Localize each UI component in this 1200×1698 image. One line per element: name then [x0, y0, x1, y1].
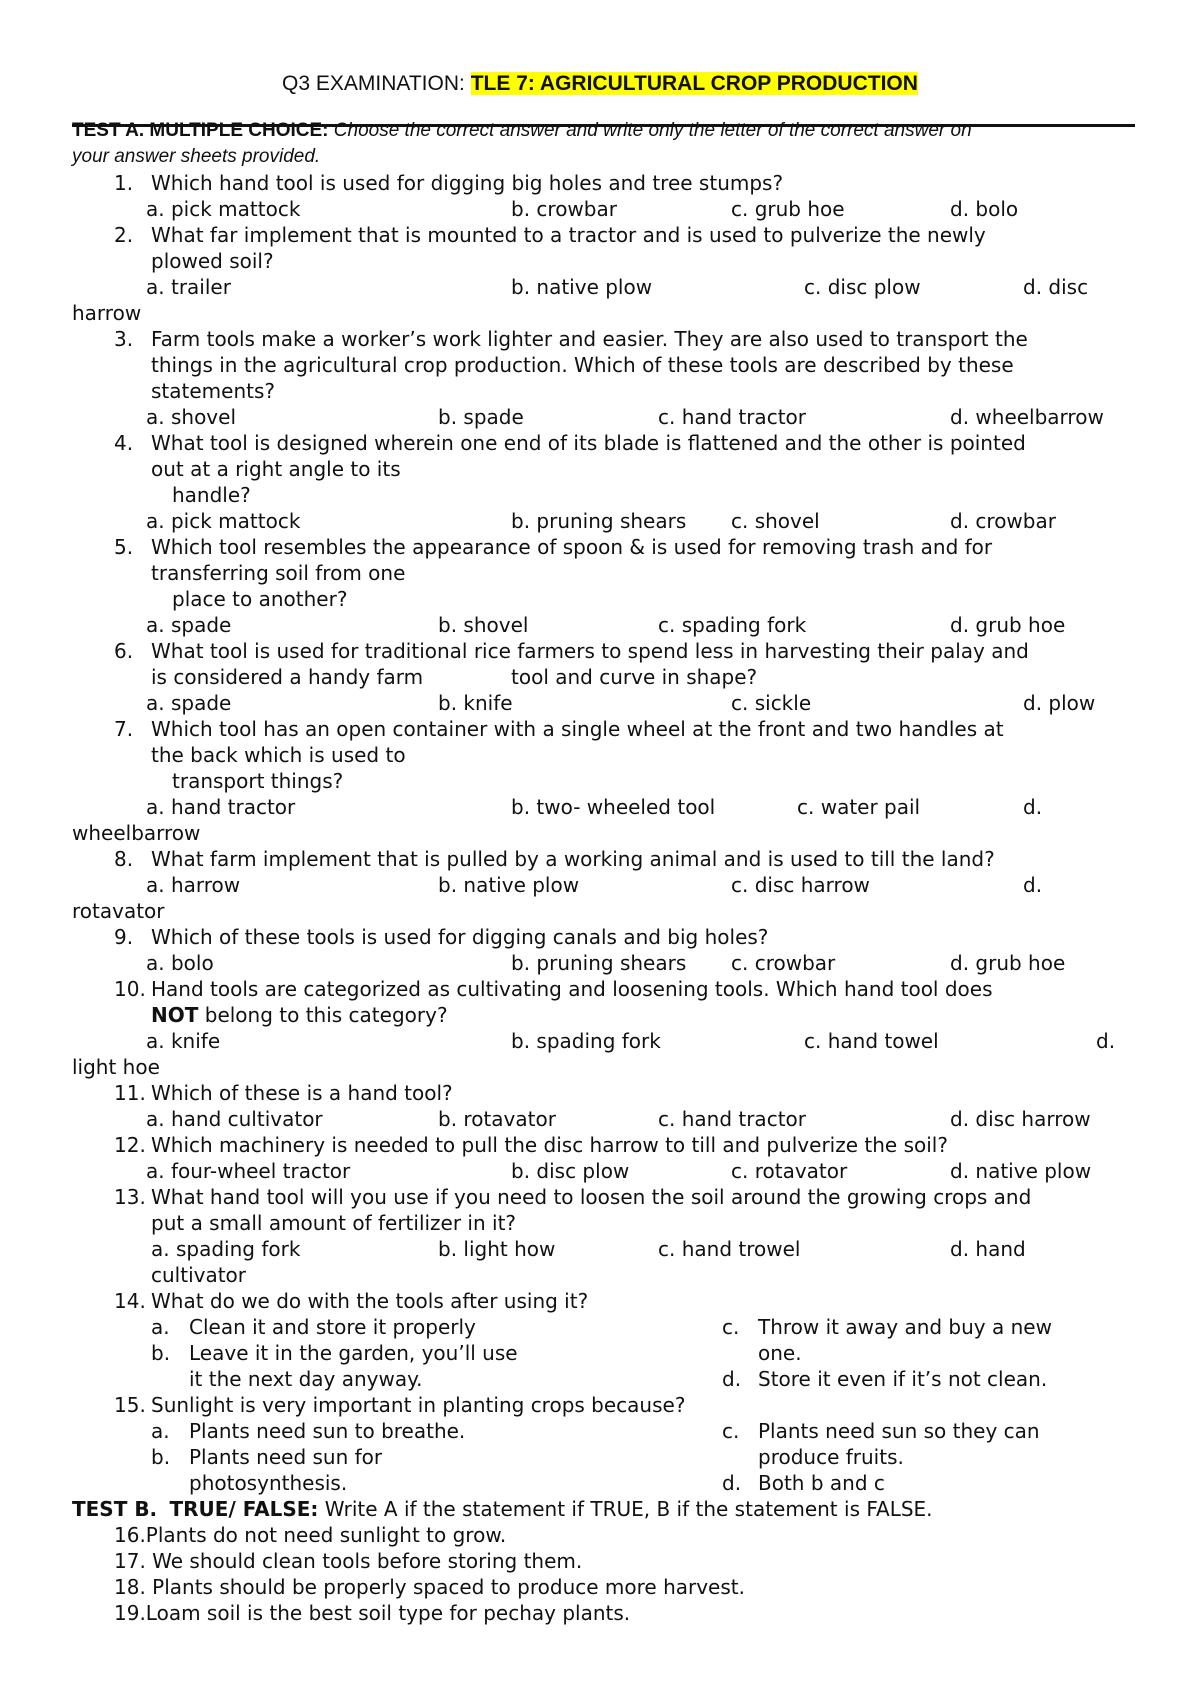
question-8-number: 8. [114, 847, 134, 871]
question-2-option-c: c. disc plow [804, 275, 921, 299]
question-7-option-b: b. two- wheeled tool [511, 795, 716, 819]
test-a-instructions: Choose the correct answer and write only the letter of the correct answer on [333, 120, 972, 141]
test-b-heading: TEST B. [72, 1497, 158, 1521]
question-14-option-c-line1: Throw it away and buy a new [758, 1315, 1052, 1339]
question-13-text-line1: What hand tool will you use if you need to loosen the soil around the growing crops and [151, 1185, 1032, 1209]
question-15-option-c-line2: produce fruits. [758, 1445, 904, 1469]
question-19: 19.Loam soil is the best soil type for pechay plants. [114, 1601, 631, 1625]
question-2-option-d-wrap: harrow [72, 301, 142, 325]
question-2-text-line2: plowed soil? [151, 249, 274, 273]
question-1-option-a: a. pick mattock [146, 197, 301, 221]
question-7-option-d: d. [1023, 795, 1043, 819]
exam-title [0, 72, 1200, 96]
question-1-option-b: b. crowbar [511, 197, 617, 221]
question-4-option-d: d. crowbar [950, 509, 1056, 533]
question-2-option-b: b. native plow [511, 275, 653, 299]
question-15-option-d: Both b and c [758, 1471, 885, 1495]
question-13-option-b: b. light how [438, 1237, 556, 1261]
question-13-number: 13. [114, 1185, 146, 1209]
question-6-option-b: b. knife [438, 691, 513, 715]
question-14-option-d: Store it even if it’s not clean. [758, 1367, 1048, 1391]
question-5-text-line1: Which tool resembles the appearance of spoon & is used for removing trash and for [151, 535, 993, 559]
question-1-text: Which hand tool is used for digging big holes and tree stumps? [151, 171, 784, 195]
question-15-letter-a: a. [151, 1419, 170, 1443]
question-13-text-line2: put a small amount of fertilizer in it? [151, 1211, 517, 1235]
question-2-option-d: d. disc [1023, 275, 1089, 299]
question-5-option-b: b. shovel [438, 613, 529, 637]
question-4-option-a: a. pick mattock [146, 509, 301, 533]
question-14-option-a: Clean it and store it properly [189, 1315, 476, 1339]
test-a-instructions-cont: your answer sheets provided. [72, 146, 321, 167]
question-10-option-d: d. [1096, 1029, 1116, 1053]
question-17: 17. We should clean tools before storing them. [114, 1549, 583, 1573]
test-a-heading-line [72, 118, 972, 144]
question-6-text-line2: is considered a handy farm [151, 665, 424, 689]
question-4-text-line3: handle? [172, 483, 251, 507]
question-15-option-c-line1: Plants need sun so they can [758, 1419, 1040, 1443]
question-3-option-d: d. wheelbarrow [950, 405, 1104, 429]
question-1-option-c: c. grub hoe [731, 197, 845, 221]
question-7-text-line2: the back which is used to [151, 743, 406, 767]
question-14-option-b-line2: it the next day anyway. [189, 1367, 423, 1391]
question-15-text: Sunlight is very important in planting crops because? [151, 1393, 686, 1417]
question-15-letter-d: d. [722, 1471, 742, 1495]
question-7-option-c: c. water pail [797, 795, 921, 819]
question-5-option-a: a. spade [146, 613, 232, 637]
question-15-letter-b: b. [151, 1445, 171, 1469]
question-8-option-c: c. disc harrow [731, 873, 870, 897]
question-12-option-d: d. native plow [950, 1159, 1092, 1183]
question-15-option-b-line1: Plants need sun for [189, 1445, 383, 1469]
question-14-text: What do we do with the tools after using it? [151, 1289, 589, 1313]
question-9-option-c: c. crowbar [731, 951, 836, 975]
question-7-text-line3: transport things? [172, 769, 344, 793]
question-14-option-c-line2: one. [758, 1341, 802, 1365]
question-12-option-c: c. rotavator [731, 1159, 848, 1183]
question-7-number: 7. [114, 717, 134, 741]
question-2-text-line1: What far implement that is mounted to a tractor and is used to pulverize the newly [151, 223, 986, 247]
question-11-option-d: d. disc harrow [950, 1107, 1091, 1131]
question-14-letter-a: a. [151, 1315, 170, 1339]
question-14-letter-b: b. [151, 1341, 171, 1365]
question-9-number: 9. [114, 925, 134, 949]
question-6-text-line2b: tool and curve in shape? [511, 665, 758, 689]
question-13-option-a: a. spading fork [151, 1237, 301, 1261]
question-1-option-d: d. bolo [950, 197, 1019, 221]
question-5-text-line2: transferring soil from one [151, 561, 406, 585]
question-3-option-c: c. hand tractor [658, 405, 806, 429]
question-15-letter-c: c. [722, 1419, 740, 1443]
question-10-option-a: a. knife [146, 1029, 221, 1053]
question-10-not-emphasis: NOT [151, 1003, 199, 1027]
question-9-option-d: d. grub hoe [950, 951, 1066, 975]
question-4-option-b: b. pruning shears [511, 509, 687, 533]
question-6-text-line1: What tool is used for traditional rice farmers to spend less in harvesting their palay and [151, 639, 1029, 663]
question-11-option-b: b. rotavator [438, 1107, 556, 1131]
test-b-type: TRUE/ FALSE: [169, 1497, 319, 1521]
question-10-text-line2-rest: belong to this category? [204, 1003, 448, 1027]
question-8-text: What farm implement that is pulled by a working animal and is used to till the land? [151, 847, 995, 871]
question-5-number: 5. [114, 535, 134, 559]
question-6-number: 6. [114, 639, 134, 663]
question-15-option-b-line2: photosynthesis. [189, 1471, 348, 1495]
question-11-option-c: c. hand tractor [658, 1107, 806, 1131]
test-b-heading-line [72, 1496, 933, 1522]
question-10-text-line2 [151, 1002, 448, 1028]
question-15-option-a: Plants need sun to breathe. [189, 1419, 466, 1443]
question-14-letter-d: d. [722, 1367, 742, 1391]
question-14-letter-c: c. [722, 1315, 740, 1339]
question-13-option-d-wrap: cultivator [151, 1263, 247, 1287]
exam-title-subject: TLE 7: AGRICULTURAL CROP PRODUCTION [470, 72, 918, 95]
question-8-option-d: d. [1023, 873, 1043, 897]
question-12-option-b: b. disc plow [511, 1159, 630, 1183]
question-11-option-a: a. hand cultivator [146, 1107, 323, 1131]
question-1-number: 1. [114, 171, 134, 195]
question-7-option-a: a. hand tractor [146, 795, 296, 819]
question-11-number: 11. [114, 1081, 146, 1105]
question-7-text-line1: Which tool has an open container with a single wheel at the front and two handles at [151, 717, 1004, 741]
question-15-number: 15. [114, 1393, 146, 1417]
question-6-option-d: d. plow [1023, 691, 1096, 715]
question-5-option-c: c. spading fork [658, 613, 807, 637]
question-10-option-c: c. hand towel [804, 1029, 939, 1053]
exam-title-prefix: Q3 EXAMINATION: [282, 72, 465, 95]
question-9-text: Which of these tools is used for digging canals and big holes? [151, 925, 769, 949]
question-3-option-b: b. spade [438, 405, 524, 429]
question-8-option-b: b. native plow [438, 873, 580, 897]
question-10-text-line1: Hand tools are categorized as cultivating and loosening tools. Which hand tool does [151, 977, 993, 1001]
question-2-option-a: a. trailer [146, 275, 231, 299]
question-3-text-line1: Farm tools make a worker’s work lighter and easier. They are also used to transport the [151, 327, 1028, 351]
question-5-option-d: d. grub hoe [950, 613, 1066, 637]
question-8-option-a: a. harrow [146, 873, 241, 897]
question-3-number: 3. [114, 327, 134, 351]
question-12-number: 12. [114, 1133, 146, 1157]
question-12-text: Which machinery is needed to pull the disc harrow to till and pulverize the soil? [151, 1133, 948, 1157]
question-10-option-d-wrap: light hoe [72, 1055, 160, 1079]
question-6-option-a: a. spade [146, 691, 232, 715]
question-4-text-line1: What tool is designed wherein one end of its blade is flattened and the other is pointed [151, 431, 1026, 455]
question-9-option-b: b. pruning shears [511, 951, 687, 975]
question-6-option-c: c. sickle [731, 691, 812, 715]
test-a-heading: TEST A. MULTIPLE CHOICE: [72, 120, 329, 141]
question-8-option-d-wrap: rotavator [72, 899, 165, 923]
question-14-option-b-line1: Leave it in the garden, you’ll use [189, 1341, 518, 1365]
question-11-text: Which of these is a hand tool? [151, 1081, 453, 1105]
question-5-text-line3: place to another? [172, 587, 348, 611]
test-b-instructions: Write A if the statement if TRUE, B if the statement is FALSE. [324, 1497, 933, 1521]
question-10-option-b: b. spading fork [511, 1029, 661, 1053]
question-16: 16.Plants do not need sunlight to grow. [114, 1523, 507, 1547]
question-4-option-c: c. shovel [731, 509, 820, 533]
question-4-number: 4. [114, 431, 134, 455]
question-2-number: 2. [114, 223, 134, 247]
question-7-option-d-wrap: wheelbarrow [72, 821, 201, 845]
question-14-number: 14. [114, 1289, 146, 1313]
question-13-option-c: c. hand trowel [658, 1237, 801, 1261]
question-10-number: 10. [114, 977, 146, 1001]
question-3-text-line2: things in the agricultural crop production. Which of these tools are described by these [151, 353, 1014, 377]
question-4-text-line2: out at a right angle to its [151, 457, 401, 481]
question-9-option-a: a. bolo [146, 951, 214, 975]
question-3-option-a: a. shovel [146, 405, 236, 429]
question-18: 18. Plants should be properly spaced to produce more harvest. [114, 1575, 745, 1599]
question-13-option-d: d. hand [950, 1237, 1026, 1261]
question-3-text-line3: statements? [151, 379, 276, 403]
question-12-option-a: a. four-wheel tractor [146, 1159, 351, 1183]
